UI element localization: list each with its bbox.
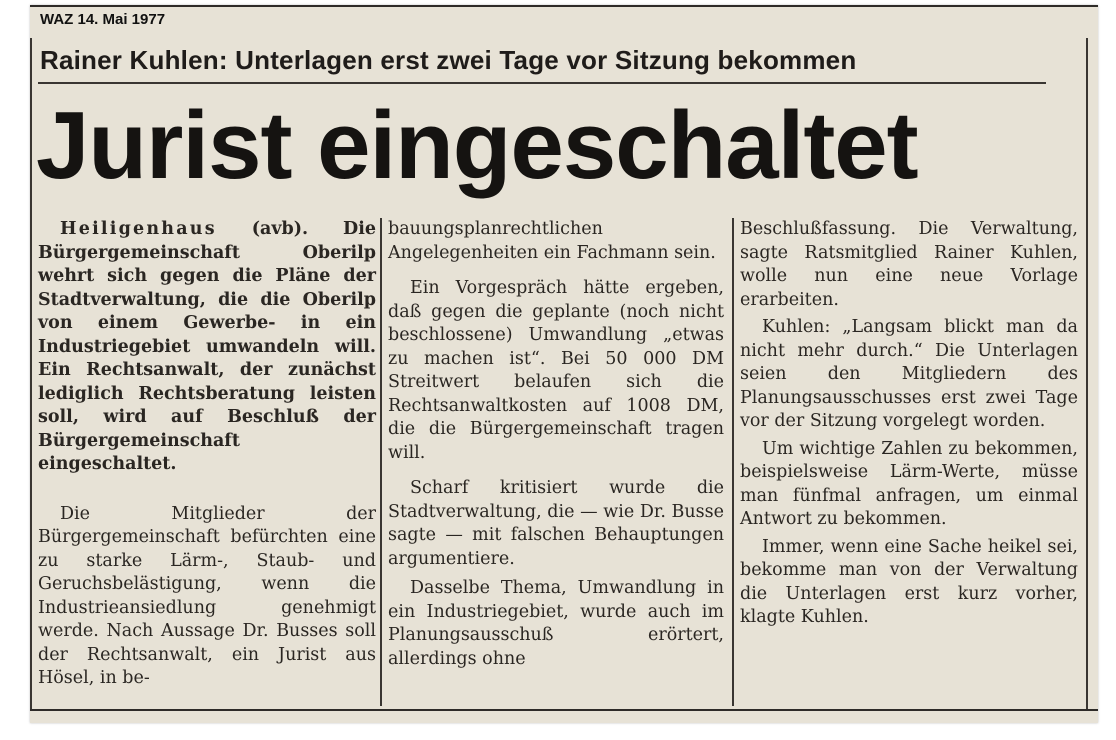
body-paragraph: Ein Vorgespräch hätte ergeben, daß gegen die geplante (noch nicht beschlossene) Umwandlung „etwas zu machen ist“. Bei 50 000 DM Streitwert belaufen sich die Rechtsanwaltkosten auf 1008 DM, die die Bürgergemeinschaft tragen will. [388,278,724,463]
body-paragraph: Kuhlen: „Langsam blickt man da nicht mehr durch.“ Die Unterlagen seien den Mitgliedern des Planungsausschusses erst zwei Tage vor der Sitzung vorgelegt worden. [740,317,1078,431]
body-paragraph: Scharf kritisiert wurde die Stadtverwaltung, die — wie Dr. Busse sagte — mit falschen Behauptungen argumentiere. [388,478,724,569]
left-rule [30,38,32,710]
bottom-rule [30,709,1098,711]
lead-text: (avb). Die Bürgergemeinschaft Oberilp wehrt sich gegen die Pläne der Stadtverwaltung, die die Oberilp von einem Gewerbe- in ein Industriegebiet umwandeln will. Ein Rechtsanwalt, der zunächst lediglich Rechtsberatung leisten soll, wird auf Beschluß der Bürgergemeinschaft eingeschaltet. [38,219,376,474]
body-paragraph: Um wichtige Zahlen zu bekommen, beispielsweise Lärm-Werte, müsse man fünfmal anfragen, um einmal Antwort zu bekommen. [740,438,1078,529]
article-column-2 [388,218,724,671]
column-divider [380,218,382,706]
dateline: Heiligenhaus [60,219,217,239]
lead-paragraph [38,218,376,477]
body-paragraph: Beschlußfassung. Die Verwaltung, sagte Ratsmitglied Rainer Kuhlen, wolle nun eine neue Vorlage erarbeiten. [740,219,1078,310]
body-paragraph: bauungsplanrechtlichen Angelegenheiten ein Fachmann sein. [388,219,716,263]
body-paragraph: Dasselbe Thema, Umwandlung in ein Industriegebiet, wurde auch im Planungsausschuß erörtert, allerdings ohne [388,578,724,669]
article-column-1 [38,218,376,691]
subheadline: Rainer Kuhlen: Unterlagen erst zwei Tage vor Sitzung bekommen [40,45,857,75]
column-divider [732,218,734,706]
body-paragraph: Die Mitglieder der Bürgergemeinschaft befürchten eine zu starke Lärm-, Staub- und Geruchsbelästigung, wenn die Industrieansiedlung genehmigt werde. Nach Aussage Dr. Busses soll der Rechtsanwalt, ein Jurist aus Hösel, in be- [38,503,376,688]
top-rule [30,5,1098,7]
body-paragraph: Immer, wenn eine Sache heikel sei, bekomme man von der Verwaltung die Unterlagen erst kurz vorher, klagte Kuhlen. [740,536,1078,627]
article-column-3 [740,218,1078,630]
source-label: WAZ 14. Mai 1977 [40,11,166,28]
right-rule [1086,38,1088,710]
subheadline-rule [38,82,1046,84]
headline: Jurist eingeschaltet [36,92,918,199]
